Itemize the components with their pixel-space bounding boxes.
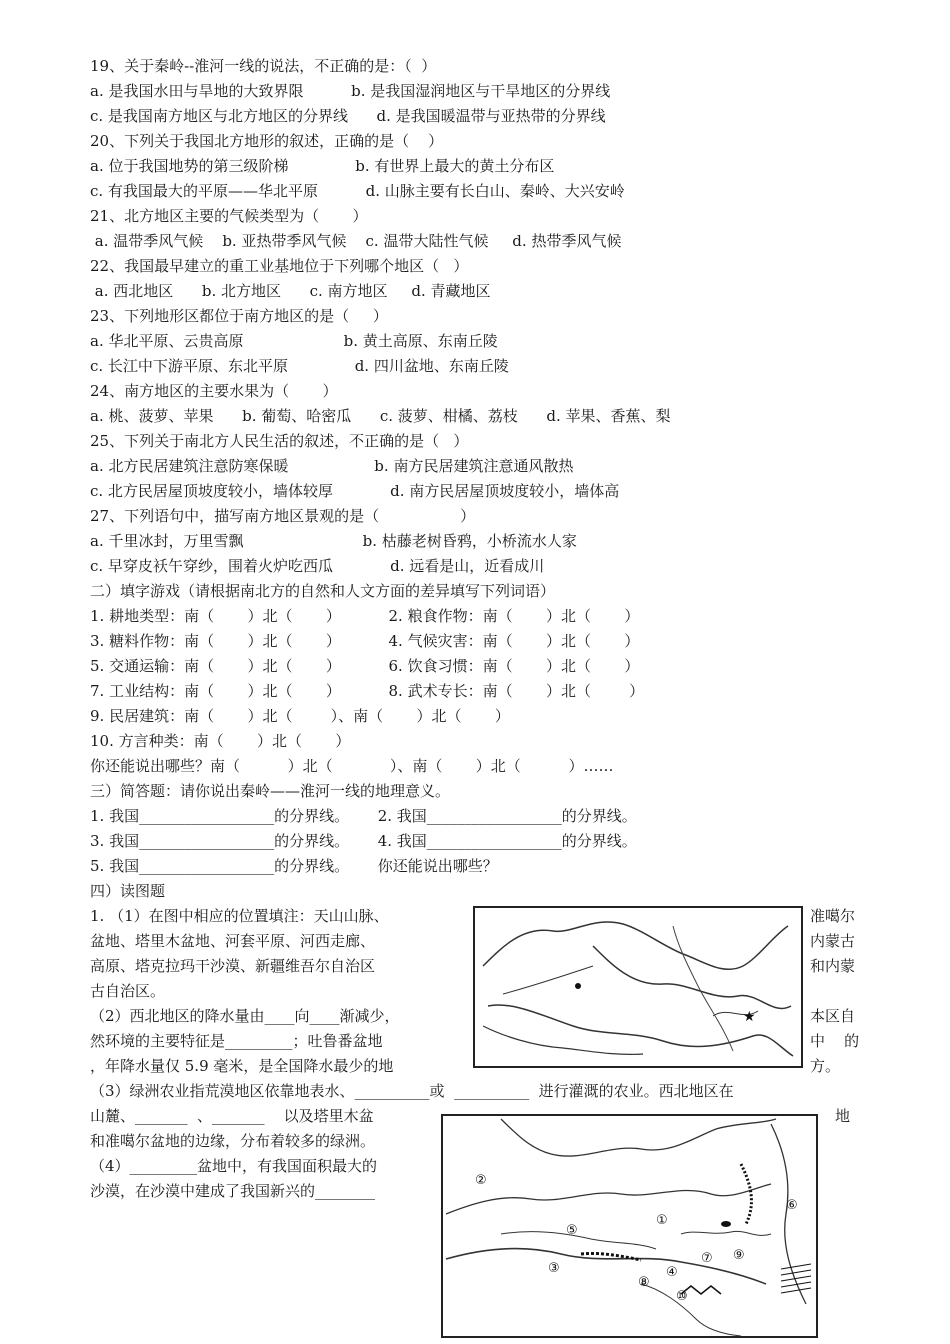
text-line: 1. （1）在图中相应的位置填注：天山山脉、	[90, 907, 389, 925]
text-line: 21、北方地区主要的气候类型为（ ）	[90, 207, 368, 225]
text-line: a. 温带季风气候 b. 亚热带季风气候 c. 温带大陆性气候 d. 热带季风气候	[90, 232, 622, 250]
map-label: ⑩	[676, 1289, 688, 1304]
text-fragment: 方。	[810, 1057, 841, 1075]
map-label: ⑨	[733, 1248, 745, 1263]
text-line: 20、下列关于我国北方地形的叙述，正确的是（ ）	[90, 132, 444, 150]
text-line: c. 北方民居屋顶坡度较小，墙体较厚 d. 南方民居屋顶坡度较小，墙体高	[90, 482, 620, 500]
northwest-map	[473, 906, 803, 1068]
text-line: c. 是我国南方地区与北方地区的分界线 d. 是我国暖温带与亚热带的分界线	[90, 107, 606, 125]
map-label: ⑧	[638, 1275, 650, 1290]
text-line: 23、下列地形区都位于南方地区的是（ ）	[90, 307, 388, 325]
text-line: a. 华北平原、云贵高原 b. 黄土高原、东南丘陵	[90, 332, 498, 350]
text-line: 9. 民居建筑：南（ ）北（ ）、南（ ）北（ ）	[90, 707, 510, 725]
text-line: 然环境的主要特征是_________；吐鲁番盆地	[90, 1032, 383, 1050]
section-heading: 二）填字游戏（请根据南北方的自然和人文方面的差异填写下列词语）	[90, 582, 556, 600]
q3-line: 和准噶尔盆地的边缘，分布着较多的绿洲。	[90, 1132, 376, 1150]
q3-line-fragment: 地	[835, 1107, 851, 1125]
section-heading: 四）读图题	[90, 882, 166, 900]
text-line: 24、南方地区的主要水果为（ ）	[90, 382, 338, 400]
text-line: a. 西北地区 b. 北方地区 c. 南方地区 d. 青藏地区	[90, 282, 491, 300]
section-heading: 三）简答题：请你说出秦岭——淮河一线的地理意义。	[90, 782, 451, 800]
north-china-map	[441, 1114, 818, 1338]
text-line: 1. 我国__________________的分界线。 2. 我国__________________的分界线。	[90, 807, 637, 825]
text-line: 1. 耕地类型：南（ ）北（ ） 2. 粮食作物：南（ ）北（ ）	[90, 607, 640, 625]
text-line: 22、我国最早建立的重工业基地位于下列哪个地区（ ）	[90, 257, 469, 275]
text-line: 盆地、塔里木盆地、河套平原、河西走廊、	[90, 932, 376, 950]
text-line: 你还能说出哪些？南（ ）北（ ）、南（ ）北（ ）……	[90, 757, 614, 775]
text-fragment: 准噶尔	[810, 907, 856, 925]
text-line: a. 北方民居建筑注意防寒保暖 b. 南方民居建筑注意通风散热	[90, 457, 574, 475]
text-line: a. 桃、菠萝、苹果 b. 葡萄、哈密瓜 c. 菠萝、柑橘、荔枝 d. 苹果、香蕉、梨	[90, 407, 671, 425]
map-label: ①	[656, 1213, 668, 1228]
text-line: ，年降水量仅 5.9 毫米，是全国降水最少的地	[90, 1057, 394, 1075]
q3-line: （3）绿洲农业指荒漠地区依靠地表水、__________或 __________ 进行灌溉的农业。西北地区在	[90, 1082, 734, 1100]
text-fragment: 内蒙古	[810, 932, 856, 950]
q3-line: 山麓、_______ 、_______ 以及塔里木盆	[90, 1107, 374, 1125]
text-fragment: 本区自	[810, 1007, 856, 1025]
text-line: 高原、塔克拉玛干沙漠、新疆维吾尔自治区	[90, 957, 376, 975]
text-line: （2）西北地区的降水量由____向____渐减少，	[90, 1007, 400, 1025]
text-line: 27、下列语句中，描写南方地区景观的是（ ）	[90, 507, 476, 525]
text-fragment: 中 的	[810, 1032, 860, 1050]
map-label: ⑤	[566, 1223, 578, 1238]
text-line: 19、关于秦岭--淮河一线的说法，不正确的是：（ ）	[90, 57, 437, 75]
map-label: ③	[548, 1261, 560, 1276]
map-label: ④	[666, 1265, 678, 1280]
text-line: 25、下列关于南北方人民生活的叙述，不正确的是（ ）	[90, 432, 469, 450]
q4-line: （4）_________盆地中，有我国面积最大的	[90, 1157, 378, 1175]
text-line: 5. 我国__________________的分界线。 你还能说出哪些？	[90, 857, 498, 875]
text-line: 古自治区。	[90, 982, 166, 1000]
svg-text:★: ★	[743, 1009, 756, 1025]
text-line: 3. 糖料作物：南（ ）北（ ） 4. 气候灾害：南（ ）北（ ）	[90, 632, 640, 650]
text-line: 10. 方言种类：南（ ）北（ ）	[90, 732, 351, 750]
text-line: 5. 交通运输：南（ ）北（ ） 6. 饮食习惯：南（ ）北（ ）	[90, 657, 640, 675]
text-line: c. 早穿皮袄午穿纱，围着火炉吃西瓜 d. 远看是山，近看成川	[90, 557, 545, 575]
q4-line: 沙漠，在沙漠中建成了我国新兴的________	[90, 1182, 376, 1200]
text-line: a. 位于我国地势的第三级阶梯 b. 有世界上最大的黄土分布区	[90, 157, 555, 175]
text-fragment: 和内蒙	[810, 957, 856, 975]
map-label: ⑥	[786, 1198, 798, 1213]
text-line: a. 是我国水田与旱地的大致界限 b. 是我国湿润地区与干旱地区的分界线	[90, 82, 611, 100]
map-label: ⑦	[701, 1251, 713, 1266]
map-label: ②	[475, 1173, 487, 1188]
text-line: c. 有我国最大的平原——华北平原 d. 山脉主要有长白山、秦岭、大兴安岭	[90, 182, 625, 200]
text-line: c. 长江中下游平原、东北平原 d. 四川盆地、东南丘陵	[90, 357, 509, 375]
text-line: 3. 我国__________________的分界线。 4. 我国__________________的分界线。	[90, 832, 637, 850]
text-line: 7. 工业结构：南（ ）北（ ） 8. 武术专长：南（ ）北（ ）	[90, 682, 645, 700]
text-line: a. 千里冰封，万里雪飘 b. 枯藤老树昏鸦，小桥流水人家	[90, 532, 577, 550]
